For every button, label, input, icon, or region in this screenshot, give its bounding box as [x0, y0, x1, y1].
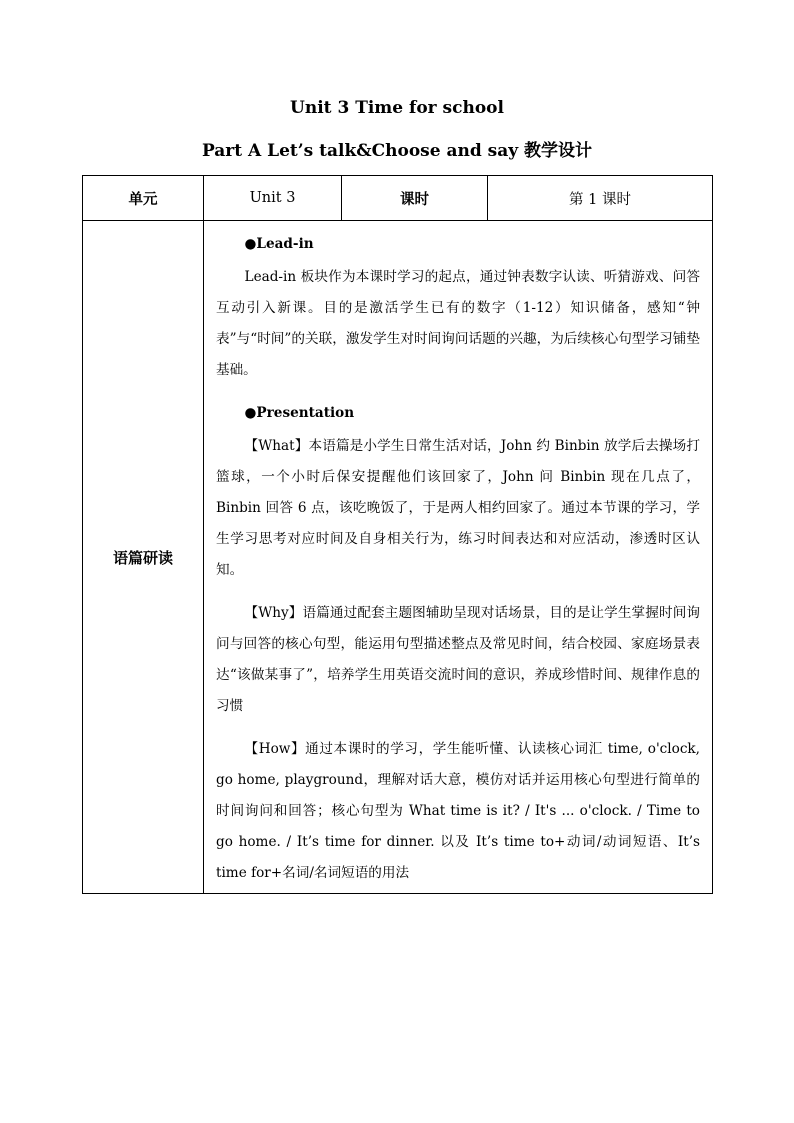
lesson-value: 第 1 课时: [488, 176, 713, 221]
header-row: [83, 176, 713, 221]
presentation-heading: ●Presentation: [244, 405, 355, 421]
leadin-paragraph: Lead-in 板块作为本课时学习的起点，通过钟表数字认读、听猜游戏、问答互动引入新课。目的是激活学生已有的数字（1-12）知识储备，感知“钟表”与“时间”的关联，激发学生对时间询问话题的兴趣，为后续核心句型学习铺垫基础。: [216, 269, 700, 378]
why-paragraph: 【Why】语篇通过配套主题图辅助呈现对话场景，目的是让学生掌握时间询问与回答的核心句型，能运用句型描述整点及常见时间，结合校园、家庭场景表达“该做某事了”，培养学生用英语交流时间的意识，养成珍惜时间、规律作息的习惯: [216, 605, 700, 714]
leadin-heading: ●Lead-in: [244, 236, 314, 252]
section-label: 语篇研读: [83, 221, 204, 894]
unit-label: 单元: [83, 176, 204, 221]
how-paragraph: 【How】通过本课时的学习，学生能听懂、认读核心词汇 time, o'clock, go home, playground，理解对话大意，模仿对话并运用核心句型进行简单的时间询问和回答；核心句型为 What time is it? / It's ... o'clock. / Time to go home. / It’s time for dinner. 以及 It’s time to+动词/动词短语、It’s time for+名词/名词短语的用法: [216, 741, 700, 881]
document-title: Unit 3 Time for school: [290, 98, 504, 118]
section-content: [204, 221, 713, 894]
lesson-plan-table: [82, 175, 713, 894]
unit-value: Unit 3: [204, 176, 342, 221]
document-subtitle: Part A Let’s talk&Choose and say 教学设计: [201, 141, 593, 161]
lesson-label: 课时: [342, 176, 488, 221]
what-paragraph: 【What】本语篇是小学生日常生活对话，John 约 Binbin 放学后去操场打篮球，一个小时后保安提醒他们该回家了，John 问 Binbin 现在几点了，Binbin 回答 6 点，该吃晚饭了，于是两人相约回家了。通过本节课的学习，学生学习思考对应时间及自身相关行为，练习时间表达和对应活动，渗透时区认知。: [216, 438, 700, 578]
text-analysis-row: [83, 221, 713, 894]
